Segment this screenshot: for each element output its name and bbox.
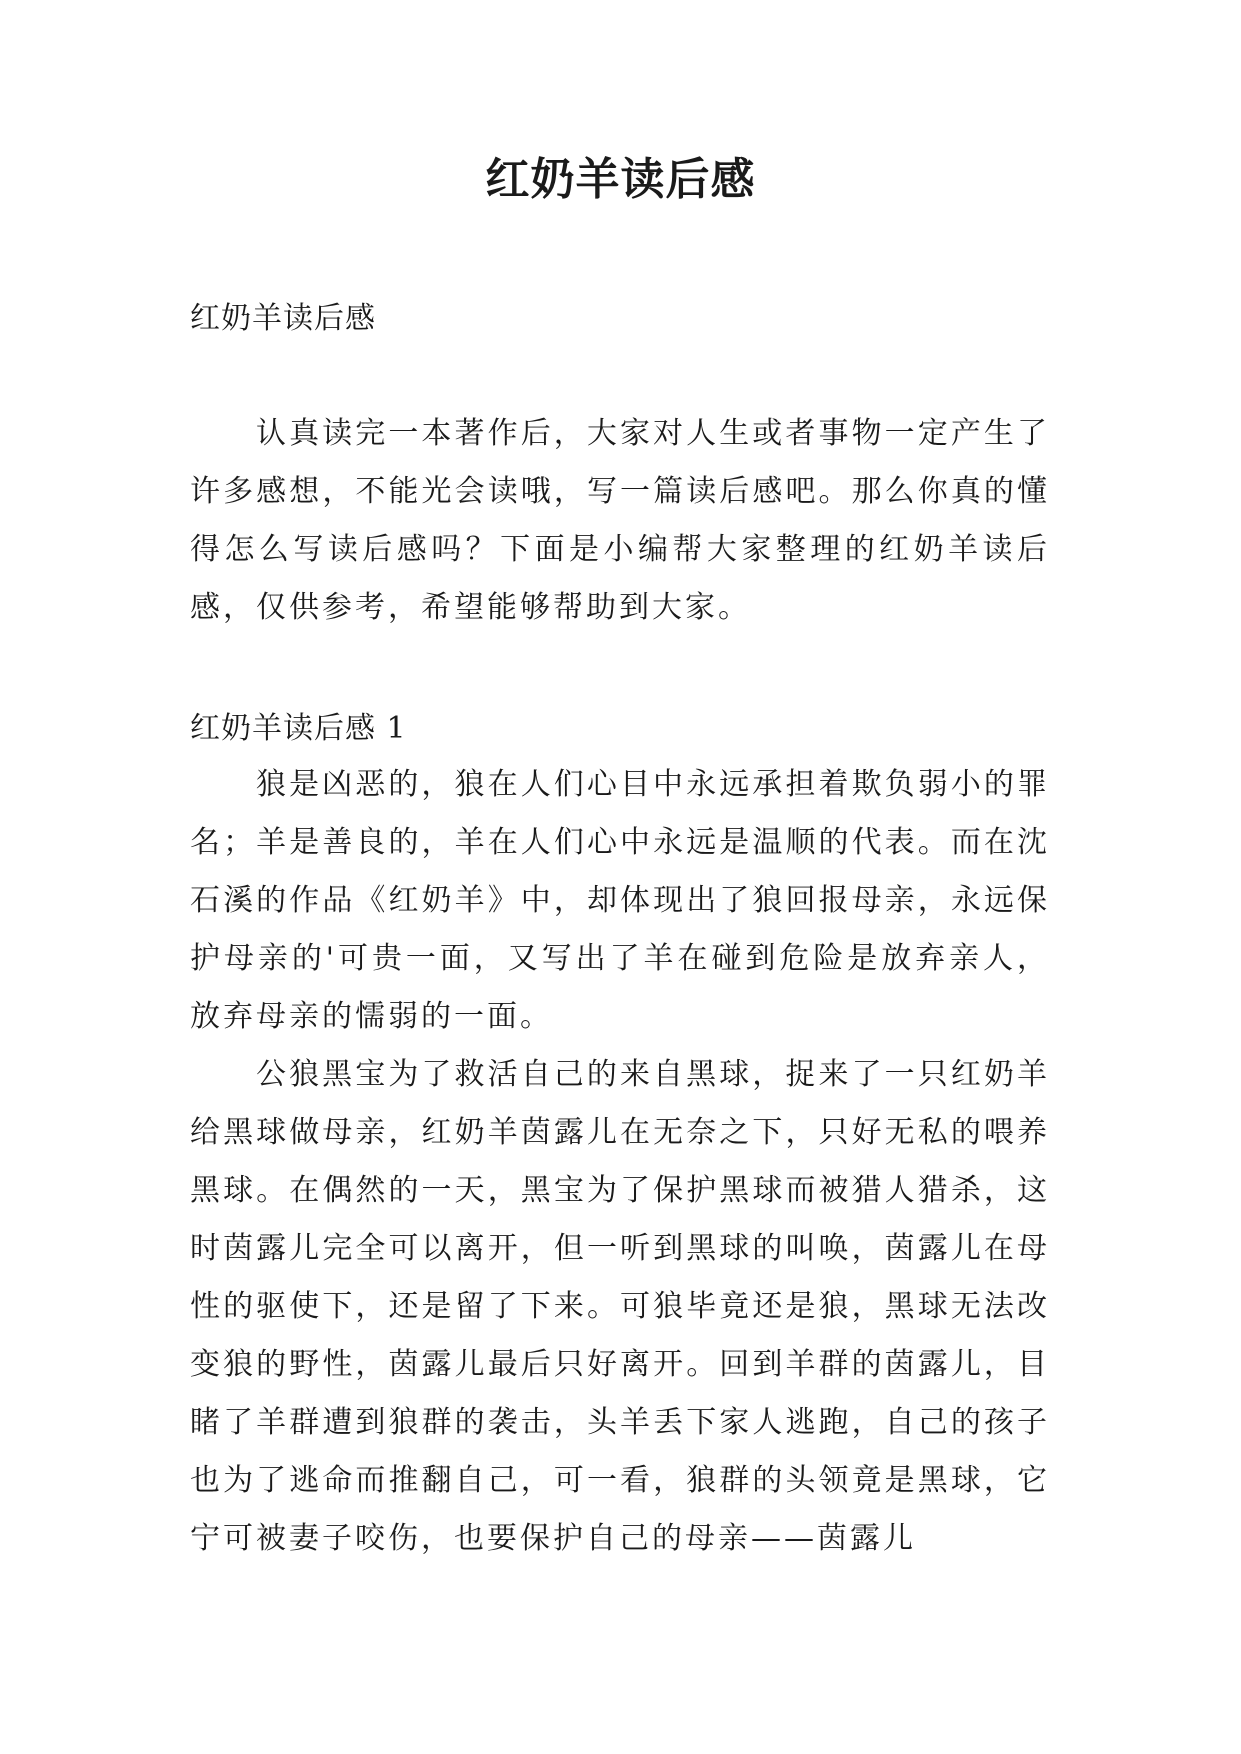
document-title: 红奶羊读后感 <box>485 154 756 205</box>
body-paragraph: 狼是凶恶的，狼在人们心目中永远承担着欺负弱小的罪名；羊是善良的，羊在人们心中永远是温顺的代表。而在沈石溪的作品《红奶羊》中，却体现出了狼回报母亲，永远保护母亲的'可贵一面，又写出了羊在碰到危险是放弃亲人，放弃母亲的懦弱的一面。 <box>190 767 1050 1034</box>
body-paragraph: 公狼黑宝为了救活自己的来自黑球，捉来了一只红奶羊给黑球做母亲，红奶羊茵露儿在无奈之下，只好无私的喂养黑球。在偶然的一天，黑宝为了保护黑球而被猎人猎杀，这时茵露儿完全可以离开，但一听到黑球的叫唤，茵露儿在母性的驱使下，还是留了下来。可狼毕竟还是狼，黑球无法改变狼的野性，茵露儿最后只好离开。回到羊群的茵露儿，目睹了羊群遭到狼群的袭击，头羊丢下家人逃跑，自己的孩子也为了逃命而推翻自己，可一看，狼群的头领竟是黑球，它宁可被妻子咬伤，也要保护自己的母亲——茵露儿 <box>190 1057 1050 1556</box>
intro-paragraph: 认真读完一本著作后，大家对人生或者事物一定产生了许多感想，不能光会读哦，写一篇读后感吧。那么你真的懂得怎么写读后感吗？下面是小编帮大家整理的红奶羊读后感，仅供参考，希望能够帮助到大家。 <box>190 416 1050 625</box>
section-heading: 红奶羊读后感 1 <box>190 711 407 746</box>
document-subtitle: 红奶羊读后感 <box>190 301 376 336</box>
